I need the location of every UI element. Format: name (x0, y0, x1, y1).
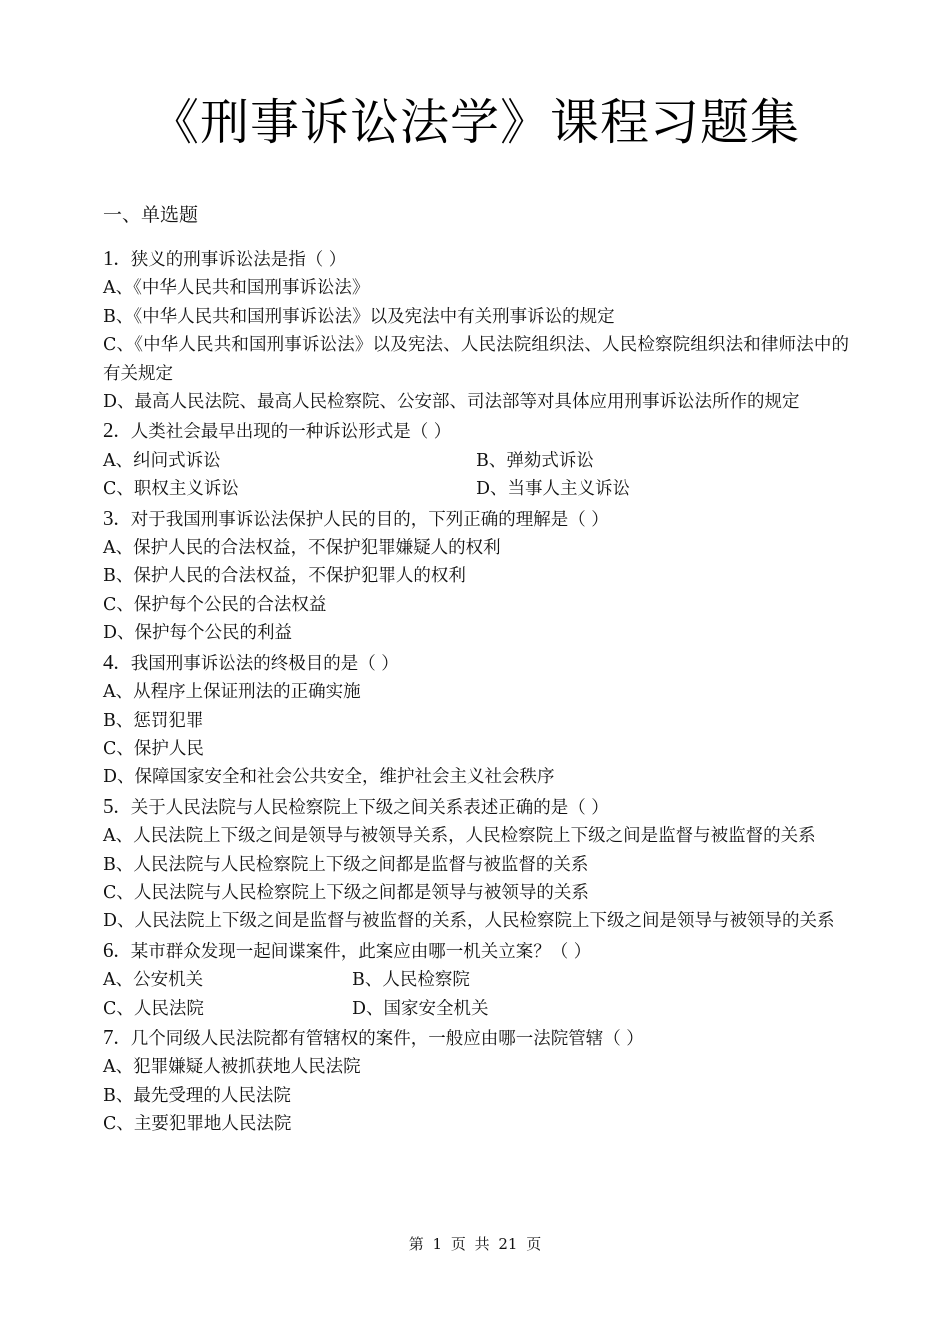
question-number: 2. (103, 418, 119, 443)
option-row (103, 995, 849, 1023)
option-b: B、人民法院与人民检察院上下级之间都是监督与被监督的关系 (103, 854, 589, 875)
question-3 (103, 504, 849, 648)
option-a: A、犯罪嫌疑人被抓获地人民法院 (103, 1057, 361, 1078)
section-heading: 一、单选题 (103, 204, 199, 226)
question-stem (103, 244, 849, 274)
question-list (103, 244, 849, 1139)
option-b: B、弹劾式诉讼 (476, 450, 594, 471)
option-row (103, 966, 849, 994)
option-row (103, 475, 849, 503)
question-4 (103, 648, 849, 792)
option-d: D、人民法院上下级之间是监督与被监督的关系，人民检察院上下级之间是领导与被领导的关系 (103, 911, 835, 932)
option-b: B、保护人民的合法权益，不保护犯罪人的权利 (103, 566, 466, 587)
option-c: C、保护每个公民的合法权益 (103, 594, 327, 615)
question-number: 5. (103, 793, 119, 818)
question-6 (103, 936, 849, 1023)
option-b: B、人民检察院 (352, 970, 470, 991)
option-a: A、人民法院上下级之间是领导与被领导关系，人民检察院上下级之间是监督与被监督的关系 (103, 826, 816, 847)
question-7 (103, 1023, 849, 1139)
option-d: D、保护每个公民的利益 (103, 623, 293, 644)
question-stem (103, 792, 849, 822)
question-stem (103, 504, 849, 534)
option-a: A、保护人民的合法权益，不保护犯罪嫌疑人的权利 (103, 538, 501, 559)
option-d: D、国家安全机关 (352, 998, 489, 1019)
option-d: D、最高人民法院、最高人民检察院、公安部、司法部等对具体应用刑事诉讼法所作的规定 (103, 392, 800, 413)
option-a: A、《中华人民共和国刑事诉讼法》 (103, 278, 370, 299)
page-footer: 第 1 页 共 21 页 (408, 1235, 542, 1253)
option-c: C、人民法院与人民检察院上下级之间都是领导与被领导的关系 (103, 882, 589, 903)
option-c: C、职权主义诉讼 (103, 479, 239, 500)
question-text: 人类社会最早出现的一种诉讼形式是（ ） (130, 422, 452, 443)
option-a: A、纠问式诉讼 (103, 450, 221, 471)
option-row (103, 447, 849, 475)
question-text: 几个同级人民法院都有管辖权的案件，一般应由哪一法院管辖（ ） (130, 1028, 644, 1049)
question-text: 对于我国刑事诉讼法保护人民的目的，下列正确的理解是（ ） (130, 509, 609, 530)
question-number: 3. (103, 505, 119, 530)
question-stem (103, 936, 849, 966)
option-c: C、保护人民 (103, 738, 204, 759)
option-d: D、保障国家安全和社会公共安全，维护社会主义社会秩序 (103, 767, 555, 788)
option-b: B、最先受理的人民法院 (103, 1085, 291, 1106)
question-text: 某市群众发现一起间谍案件，此案应由哪一机关立案？（ ） (130, 941, 592, 962)
question-number: 6. (103, 937, 119, 962)
question-text: 我国刑事诉讼法的终极目的是（ ） (130, 653, 399, 674)
option-a: A、从程序上保证刑法的正确实施 (103, 682, 361, 703)
question-2 (103, 416, 849, 503)
document-title: 《刑事诉讼法学》课程习题集 (149, 94, 800, 151)
question-number: 7. (103, 1024, 119, 1049)
option-b: B、惩罚犯罪 (103, 710, 204, 731)
question-number: 4. (103, 649, 119, 674)
option-b: B、《中华人民共和国刑事诉讼法》以及宪法中有关刑事诉讼的规定 (103, 306, 615, 327)
question-stem (103, 416, 849, 446)
option-c: C、主要犯罪地人民法院 (103, 1114, 292, 1135)
option-a: A、公安机关 (103, 970, 204, 991)
question-stem (103, 1023, 849, 1053)
option-d: D、当事人主义诉讼 (476, 479, 631, 500)
question-number: 1. (103, 246, 119, 270)
question-stem (103, 648, 849, 678)
question-5 (103, 792, 849, 936)
question-text: 关于人民法院与人民检察院上下级之间关系表述正确的是（ ） (130, 797, 609, 818)
question-text: 狭义的刑事诉讼法是指（ ） (130, 250, 347, 270)
question-1 (103, 244, 849, 416)
option-c: C、人民法院 (103, 998, 204, 1019)
option-c: C、《中华人民共和国刑事诉讼法》以及宪法、人民法院组织法、人民检察院组织法和律师法中的有关规定 (103, 335, 849, 384)
